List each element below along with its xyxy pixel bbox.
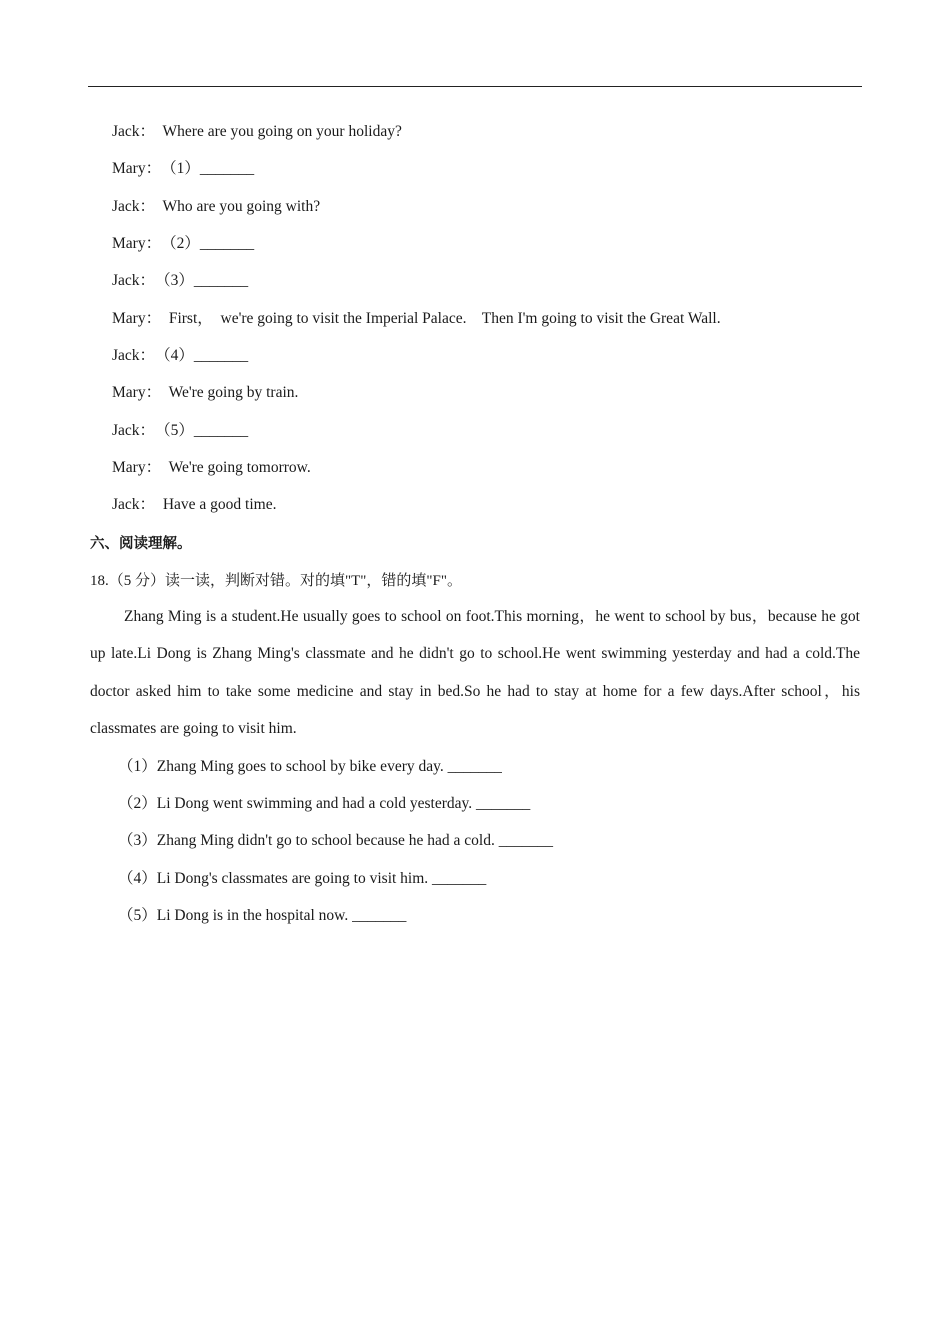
- speaker: Jack: [112, 422, 140, 439]
- tf-item: （5）Li Dong is in the hospital now. _______: [118, 907, 407, 924]
- separator: ：: [139, 347, 156, 364]
- reading-passage: Zhang Ming is a student.He usually goes to school on foot.This morning，he went to school by bus，because he got up late.Li Dong is Zhang Ming's classmate and he didn't go to school.He went swimming yesterday and had a cold.The doctor asked him to take some medicine and stay in bed.So he had to stay at home for a few days.After school，his classmates are going to visit him.: [90, 608, 860, 737]
- question-stem: 18.（5 分）读一读，判断对错。对的填"T"，错的填"F"。: [90, 573, 462, 589]
- dialogue-line: [112, 382, 298, 404]
- separator: ：: [139, 272, 156, 289]
- dialogue-text: Where are you going on your holiday?: [155, 123, 402, 140]
- dialogue-line: [112, 196, 320, 218]
- dialogue-text: （2）_______: [161, 235, 255, 252]
- speaker: Jack: [112, 272, 140, 289]
- separator: ：: [139, 123, 156, 140]
- tf-item: （3）Zhang Ming didn't go to school because he had a cold. _______: [118, 832, 553, 849]
- speaker: Mary: [112, 310, 146, 327]
- separator: ：: [145, 459, 162, 476]
- dialogue-line: [112, 233, 254, 255]
- speaker: Jack: [112, 198, 140, 215]
- section-heading: 六、阅读理解。: [90, 536, 192, 552]
- separator: ：: [145, 384, 162, 401]
- dialogue-text: （1）_______: [161, 160, 255, 177]
- dialogue-text: （3）_______: [155, 272, 249, 289]
- dialogue-text: Who are you going with?: [155, 198, 321, 215]
- separator: ：: [139, 422, 156, 439]
- speaker: Mary: [112, 235, 146, 252]
- header-rule: [88, 86, 862, 87]
- tf-item: （4）Li Dong's classmates are going to visit him. _______: [118, 870, 487, 887]
- speaker: Mary: [112, 384, 146, 401]
- dialogue-text: （4）_______: [155, 347, 249, 364]
- dialogue-line: [112, 494, 276, 516]
- separator: ：: [139, 198, 156, 215]
- dialogue-text: First， we're going to visit the Imperial Palace. Then I'm going to visit the Great Wall.: [161, 310, 721, 327]
- dialogue-text: （5）_______: [155, 422, 249, 439]
- speaker: Jack: [112, 123, 140, 140]
- tf-item: （2）Li Dong went swimming and had a cold yesterday. _______: [118, 795, 531, 812]
- dialogue-line: [112, 270, 248, 292]
- dialogue-text: Have a good time.: [155, 496, 277, 513]
- separator: ：: [145, 235, 162, 252]
- speaker: Jack: [112, 496, 140, 513]
- dialogue-line: [112, 420, 248, 442]
- tf-item: （1）Zhang Ming goes to school by bike every day. _______: [118, 758, 502, 775]
- speaker: Jack: [112, 347, 140, 364]
- dialogue-text: We're going tomorrow.: [161, 459, 311, 476]
- dialogue-line: [112, 308, 721, 330]
- dialogue-line: [112, 121, 402, 143]
- separator: ：: [139, 496, 156, 513]
- separator: ：: [145, 310, 162, 327]
- dialogue-line: [112, 345, 248, 367]
- speaker: Mary: [112, 459, 146, 476]
- separator: ：: [145, 160, 162, 177]
- dialogue-text: We're going by train.: [161, 384, 299, 401]
- dialogue-line: [112, 457, 311, 479]
- dialogue-line: [112, 158, 254, 180]
- speaker: Mary: [112, 160, 146, 177]
